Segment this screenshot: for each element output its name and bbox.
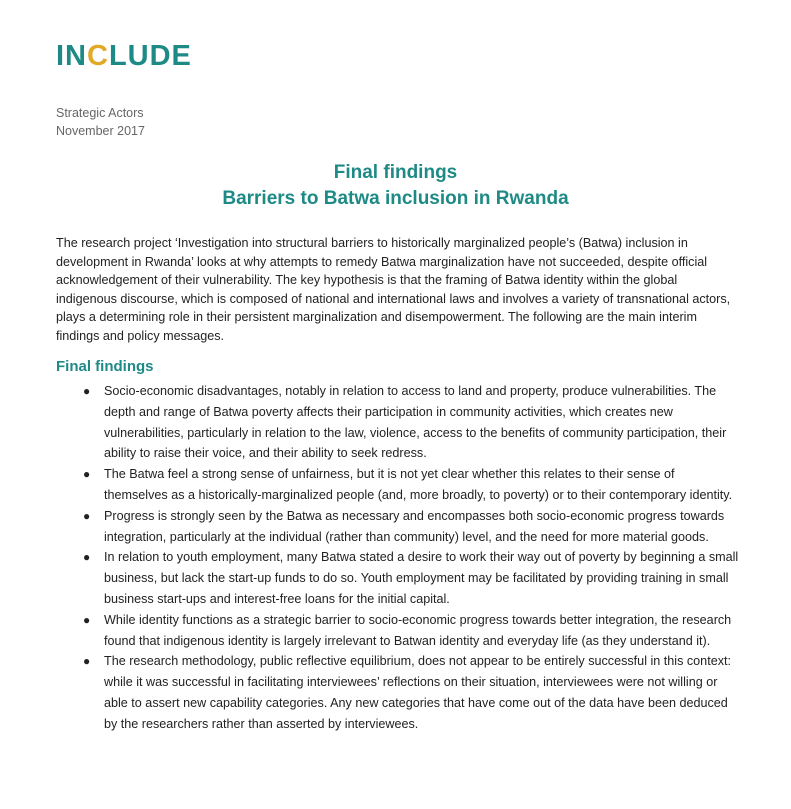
logo-accent-letter: C xyxy=(87,40,109,72)
include-logo xyxy=(56,40,192,72)
bullet-icon: ● xyxy=(83,467,91,482)
finding-text: While identity functions as a strategic barrier to socio-economic progress towards better integration, the research found that indigenous identity is largely irrelevant to Batwan identity and everyday life (as they understand it). xyxy=(104,612,732,648)
finding-item xyxy=(56,464,740,506)
finding-item xyxy=(56,547,740,609)
finding-item xyxy=(56,506,740,548)
bullet-icon: ● xyxy=(83,384,91,398)
finding-item xyxy=(56,610,740,652)
finding-text: In relation to youth employment, many Batwa stated a desire to work their way out of poverty by beginning a small business, but lack the start-up funds to do so. Youth employment may be facilitated by providing training in small business start-ups and interest-free loans for the initial capital. xyxy=(104,550,739,606)
finding-item xyxy=(56,651,740,734)
bullet-icon: ● xyxy=(83,508,91,523)
organization-label: Strategic Actors xyxy=(56,106,144,120)
bullet-icon: ● xyxy=(83,654,91,669)
intro-paragraph: The research project ‘Investigation into structural barriers to historically marginalized people’s (Batwa) inclusion in development in Rwanda’ looks at why attempts to remedy Batwa marginalization have not succeeded, despite official acknowledgement of their vulnerability. The key hypothesis is that the framing of Batwa identity within the global indigenous discourse, which is composed of national and international laws and involves a variety of transnational actors, plays a determining role in their persistent marginalization and disempowerment. The following are the main interim findings and policy messages. xyxy=(56,236,731,343)
document-meta xyxy=(56,104,145,140)
bullet-icon: ● xyxy=(83,550,91,565)
finding-text: Socio-economic disadvantages, notably in relation to access to land and property, produce vulnerabilities. The depth and range of Batwa poverty affects their participation in community activities, which creates new vulnerabilities, particularly in relation to the law, violence, access to the benefits of community participation, their ability to raise their voice, and their ability to seek redress. xyxy=(104,384,727,461)
document-title xyxy=(0,160,791,212)
bullet-icon: ● xyxy=(83,612,91,627)
title-line-1: Final findings xyxy=(333,162,458,183)
logo-text-end: LUDE xyxy=(108,40,192,72)
section-heading: Final findings xyxy=(56,358,154,375)
title-line-2: Barriers to Batwa inclusion in Rwanda xyxy=(222,188,569,209)
finding-text: The research methodology, public reflective equilibrium, does not appear to be entirely successful in this context: while it was successful in facilitating interviewees’ reflections on their situation, interviewees were not willing or able to assert new capability categories. Any new categories that have come out of the data have been deduced by the researchers rather than asserted by interviewees. xyxy=(104,654,731,731)
finding-text: The Batwa feel a strong sense of unfairness, but it is not yet clear whether this relates to their sense of themselves as a historically-marginalized people (and, more broadly, to poverty) or to their contemporary identity. xyxy=(104,467,733,502)
findings-list xyxy=(56,381,740,735)
finding-item xyxy=(56,381,740,464)
finding-text: Progress is strongly seen by the Batwa as necessary and encompasses both socio-economic progress towards integration, particularly at the individual (rather than community) level, and the need for more material goods. xyxy=(104,508,725,544)
logo-text-start: IN xyxy=(56,40,87,72)
document-date: November 2017 xyxy=(56,124,145,138)
